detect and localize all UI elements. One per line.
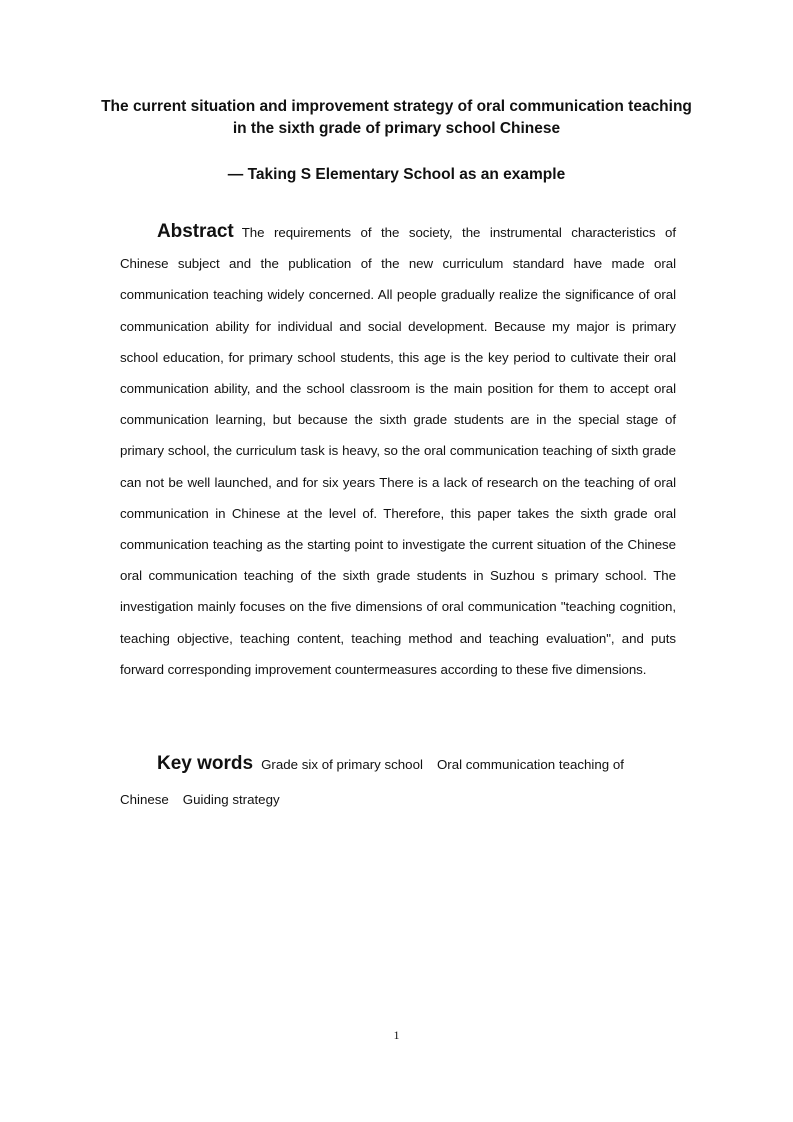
abstract-section bbox=[120, 216, 676, 685]
abstract-text: The requirements of the society, the instrumental characteristics of Chinese subject and the publication of the new curriculum standard have made oral communication teaching widely concerned. All people gradually realize the significance of oral communication ability for individual and social development. Because my major is primary school education, for primary school students, this age is the key period to cultivate their oral communication ability, and the school classroom is the main position for them to accept oral communication learning, but because the sixth grade students are in the special stage of primary school, the curriculum task is heavy, so the oral communication teaching of sixth grade can not be well launched, and for six years There is a lack of research on the teaching of oral communication in Chinese at the level of. Therefore, this paper takes the sixth grade oral communication teaching as the starting point to investigate the current situation of the Chinese oral communication teaching of the sixth grade students in Suzhou s primary school. The investigation mainly focuses on the five dimensions of oral communication "teaching cognition, teaching objective, teaching content, teaching method and teaching evaluation", and puts forward corresponding improvement countermeasures according to these five dimensions. bbox=[120, 225, 676, 677]
keyword-item: Grade six of primary school bbox=[261, 757, 423, 772]
paper-subtitle: — Taking S Elementary School as an example bbox=[227, 166, 566, 183]
keywords-heading: Key words bbox=[157, 753, 254, 774]
keyword-item: Oral communication teaching of Chinese bbox=[120, 757, 624, 807]
abstract-heading: Abstract bbox=[157, 221, 234, 242]
page-number: 1 bbox=[393, 1028, 400, 1042]
keywords-section bbox=[120, 746, 676, 817]
keyword-item: Guiding strategy bbox=[182, 792, 280, 807]
paper-title: The current situation and improvement strategy of oral communication teaching in the sixth grade of primary school Chinese bbox=[101, 98, 692, 137]
